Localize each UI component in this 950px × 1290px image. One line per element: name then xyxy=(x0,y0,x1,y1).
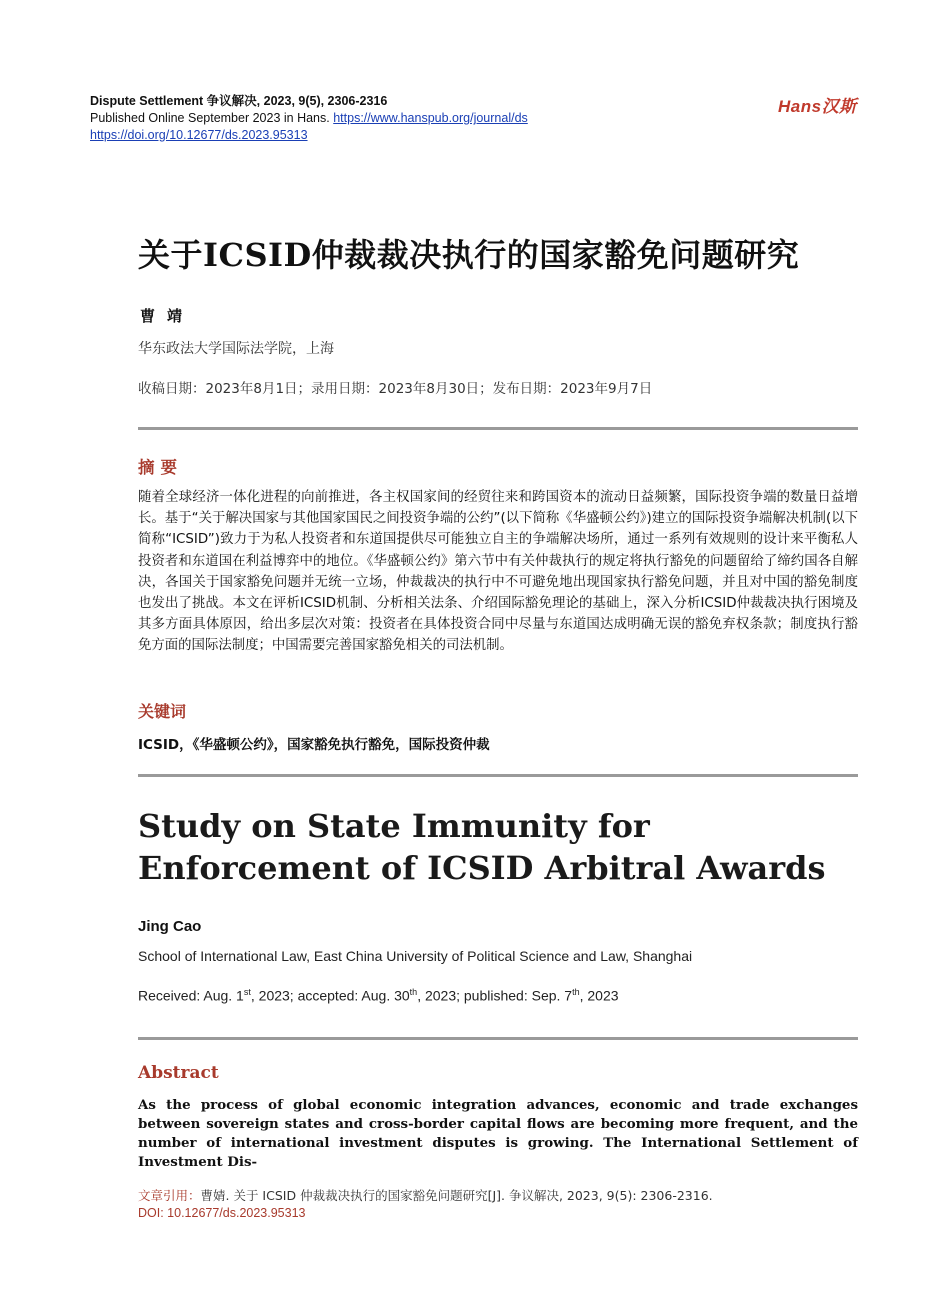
journal-line: Dispute Settlement 争议解决, 2023, 9(5), 2306-2316 xyxy=(90,94,388,108)
citation-text: 曹婧. 关于 ICSID 仲裁裁决执行的国家豁免问题研究[J]. 争议解决, 2023, 9(5): 2306-2316. xyxy=(200,1188,713,1203)
published-text: Published Online September 2023 in Hans. xyxy=(90,111,334,125)
doi-line xyxy=(90,127,308,143)
dates-en: Received: Aug. 1st, 2023; accepted: Aug. 30th, 2023; published: Sep. 7th, 2023 xyxy=(138,987,619,1004)
abstract-en: As the process of global economic integration advances, economic and trade exchanges between sovereign states and cross-border capital flows are becoming more frequent, and the number of international investment disputes is growing. The International Settlement of Investment Dis- xyxy=(138,1097,858,1170)
dates-cn: 收稿日期：2023年8月1日；录用日期：2023年8月30日；发布日期：2023年9月7日 xyxy=(138,381,653,397)
published-line xyxy=(90,110,528,126)
keywords-heading-cn: 关键词 xyxy=(138,702,187,721)
citation-doi[interactable]: DOI: 10.12677/ds.2023.95313 xyxy=(138,1206,306,1220)
divider xyxy=(138,774,858,777)
author-en: Jing Cao xyxy=(138,918,202,935)
affiliation-en: School of International Law, East China University of Political Science and Law, Shanghai xyxy=(138,948,693,964)
hans-logo: Hans汉斯 xyxy=(778,97,857,116)
title-cn: 关于ICSID仲裁裁决执行的国家豁免问题研究 xyxy=(138,236,800,274)
author-cn: 曹靖 xyxy=(140,307,195,325)
abstract-cn: 随着全球经济一体化进程的向前推进，各主权国家间的经贸往来和跨国资本的流动日益频繁，国际投资争端的数量日益增长。基于“关于解决国家与其他国家国民之间投资争端的公约”(以下简称《华盛顿公约》)建立的国际投资争端解决机制(以下简称“ICSID”)致力于为私人投资者和东道国提供尽可能独立自主的争端解决场所，通过一系列有效规则的设计来平衡私人投资者和东道国在利益博弈中的地位。《华盛顿公约》第六节中有关仲裁执行的规定将执行豁免的问题留给了缔约国各自解决，各国关于国家豁免问题并无统一立场，仲裁裁决的执行中不可避免地出现国家执行豁免问题，并且对中国的豁免制度也发出了挑战。本文在评析ICSID机制、分析相关法条、介绍国际豁免理论的基础上，深入分析ICSID仲裁裁决执行困境及其多方面具体原因，给出多层次对策：投资者在具体投资合同中尽量与东道国达成明确无误的豁免弃权条款；制度执行豁免方面的国际法制度；中国需要完善国家豁免相关的司法机制。 xyxy=(138,490,858,654)
citation-label: 文章引用： xyxy=(138,1188,201,1203)
abstract-heading-en: Abstract xyxy=(138,1063,219,1083)
affiliation-cn: 华东政法大学国际法学院，上海 xyxy=(138,341,334,357)
title-en: Study on State Immunity for Enforcement of ICSID Arbitral Awards xyxy=(138,807,826,887)
journal-link[interactable]: https://www.hanspub.org/journal/ds xyxy=(333,111,528,125)
citation xyxy=(138,1186,713,1204)
abstract-heading-cn: 摘要 xyxy=(138,458,183,477)
keywords-cn: ICSID，《华盛顿公约》，国家豁免执行豁免，国际投资仲裁 xyxy=(138,737,490,753)
doi-link[interactable]: https://doi.org/10.12677/ds.2023.95313 xyxy=(90,128,308,142)
divider xyxy=(138,427,858,430)
divider xyxy=(138,1037,858,1040)
